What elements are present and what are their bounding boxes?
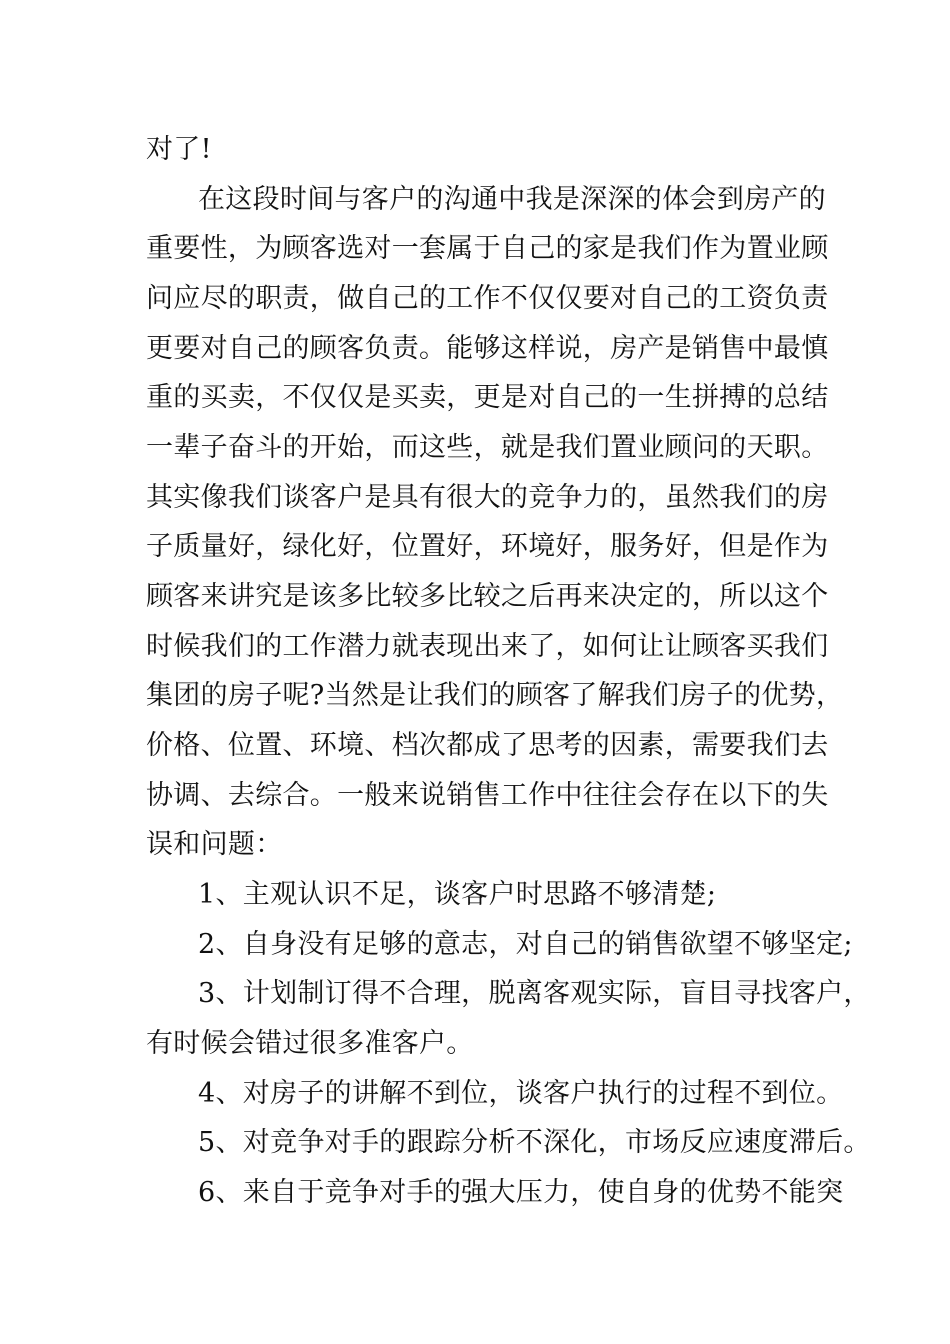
list-item: 2、自身没有足够的意志，对自己的销售欲望不够坚定; [198,929,853,960]
text-line: 协调、去综合。一般来说销售工作中往往会存在以下的失 [146,780,829,811]
text-line: 问应尽的职责，做自己的工作不仅仅要对自己的工资负责 [146,283,829,314]
text-line: 在这段时间与客户的沟通中我是深深的体会到房产的 [198,184,826,215]
text-line: 集团的房子呢?当然是让我们的顾客了解我们房子的优势， [146,680,844,711]
list-item: 1、主观认识不足，谈客户时思路不够清楚; [198,879,717,910]
text-line: 重要性，为顾客选对一套属于自己的家是我们作为置业顾 [146,233,829,264]
text-line: 时候我们的工作潜力就表现出来了，如何让让顾客买我们 [146,631,829,662]
text-line: 一辈子奋斗的开始，而这些，就是我们置业顾问的天职。 [146,432,829,463]
list-item: 3、计划制订得不合理，脱离客观实际，盲目寻找客户， [198,978,871,1009]
list-item: 6、来自于竞争对手的强大压力，使自身的优势不能突 [198,1177,844,1208]
text-line: 对了! [146,134,212,165]
text-line: 重的买卖，不仅仅是买卖，更是对自己的一生拼搏的总结 [146,382,829,413]
list-item: 5、对竞争对手的跟踪分析不深化，市场反应速度滞后。 [198,1127,871,1158]
list-item: 4、对房子的讲解不到位，谈客户执行的过程不到位。 [198,1078,844,1109]
text-line: 顾客来讲究是该多比较多比较之后再来决定的，所以这个 [146,581,829,612]
text-line: 误和问题： [146,829,283,860]
text-line: 子质量好，绿化好，位置好，环境好，服务好，但是作为 [146,531,829,562]
text-line: 更要对自己的顾客负责。能够这样说，房产是销售中最慎 [146,333,829,364]
text-line: 价格、位置、环境、档次都成了思考的因素，需要我们去 [146,730,829,761]
text-line: 有时候会错过很多准客户。 [146,1028,474,1059]
text-line: 其实像我们谈客户是具有很大的竞争力的，虽然我们的房 [146,482,829,513]
